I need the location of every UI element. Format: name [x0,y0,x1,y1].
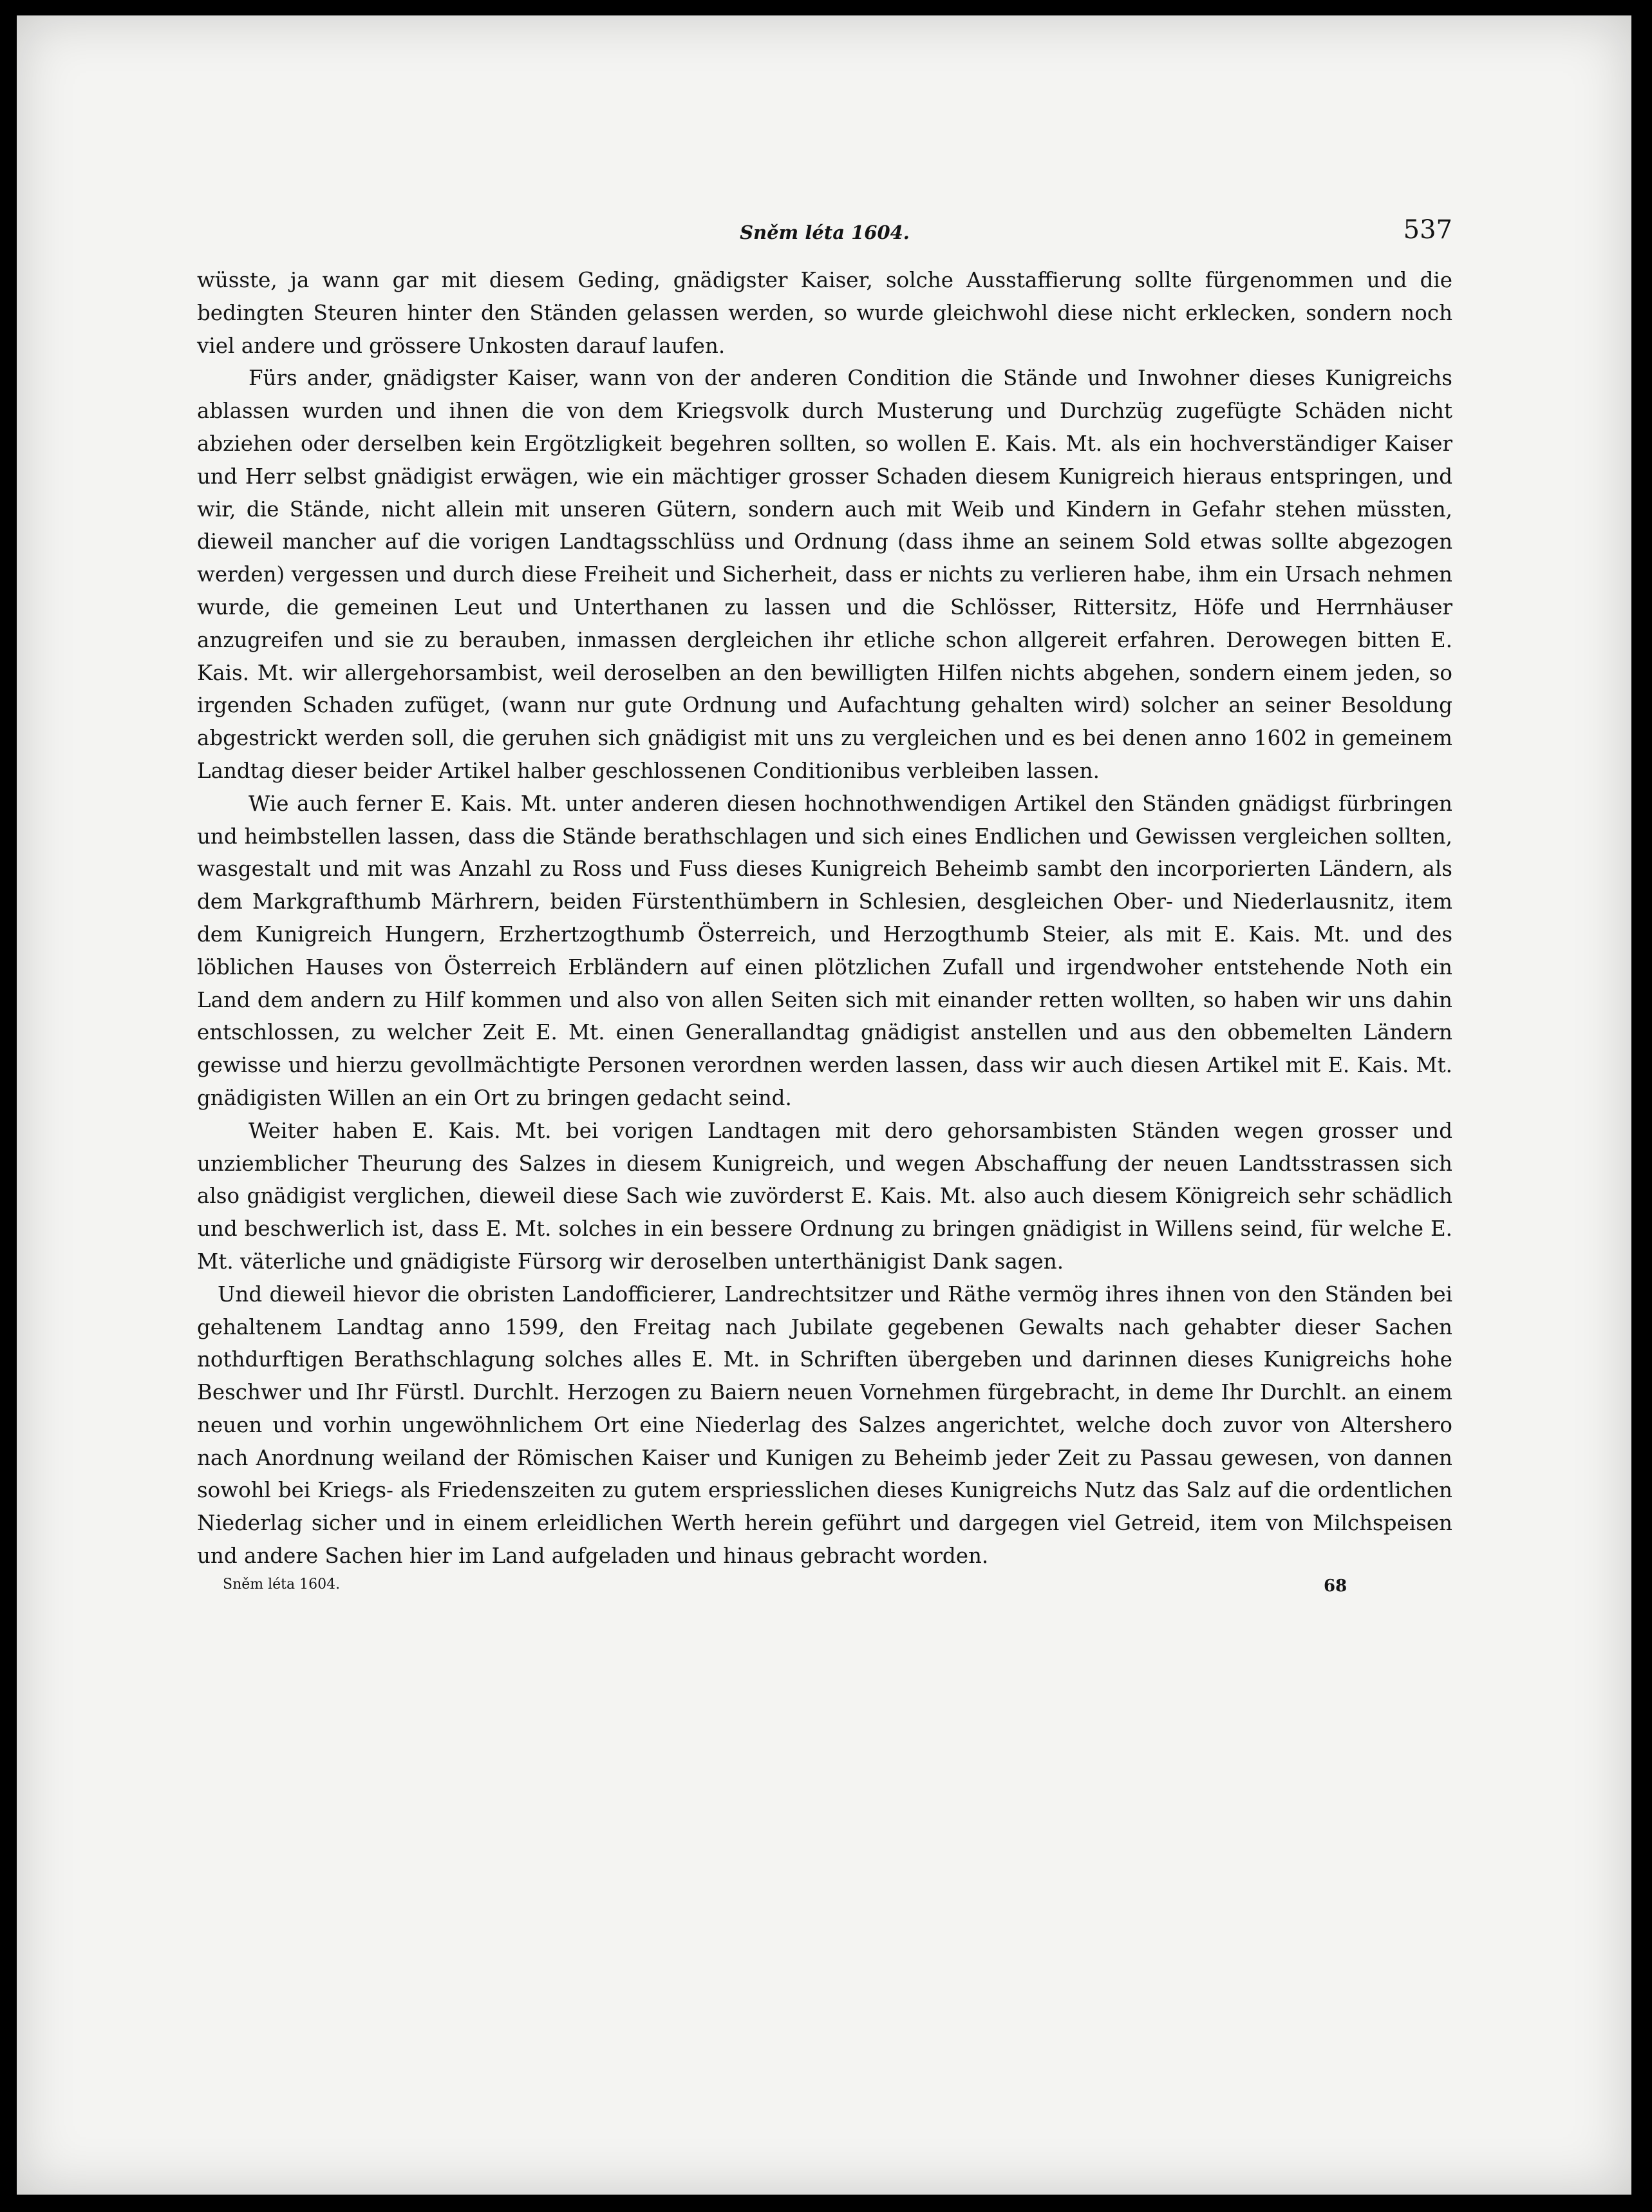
page-content [197,209,1452,1602]
page-number: 537 [1403,215,1452,245]
body-text [197,264,1452,1573]
footer-signature: Sněm léta 1604. [223,1576,341,1593]
paragraph-furs-ander: Fürs ander, gnädigster Kaiser, wann von der anderen Condition die Stände und Inwohner dieses Kunigreichs ablassen wurden und ihnen die von dem Kriegsvolk durch Musterung und Durchzüg zugefügte Schäden nicht abziehen oder derselben kein Ergötzligkeit begehren sollten, so wollen E. Kais. Mt. als ein hochverständiger Kaiser und Herr selbst gnädigist erwägen, wie ein mächtiger grosser Schaden diesem Kunigreich hieraus entspringen, und wir, die Stände, nicht allein mit unseren Gütern, sondern auch mit Weib und Kindern in Gefahr stehen müssten, dieweil mancher auf die vorigen Landtagsschlüss und Ordnung (dass ihme an seinem Sold etwas sollte abgezogen werden) vergessen und durch diese Freiheit und Sicherheit, dass er nichts zu verlieren habe, ihm ein Ursach nehmen wurde, die gemeinen Leut und Unterthanen zu lassen und die Schlösser, Rittersitz, Höfe und Herrnhäuser anzugreifen und sie zu berauben, inmassen dergleichen ihr etliche schon allgereit erfahren. Derowegen bitten E. Kais. Mt. wir allergehorsambist, weil deroselben an den bewilligten Hilfen nichts abgehen, sondern einem jeden, so irgenden Schaden zufüget, (wann nur gute Ordnung und Aufachtung gehalten wird) solcher an seiner Besoldung abgestrickt werden soll, die geruhen sich gnädigist mit uns zu vergleichen und es bei denen anno 1602 in gemeinem Landtag dieser beider Artikel halber geschlossenen Conditionibus verbleiben lassen. [197,366,1452,783]
paragraph-wie-auch-ferner: Wie auch ferner E. Kais. Mt. unter anderen diesen hochnothwendigen Artikel den Ständen gnädigst fürbringen und heimbstellen lassen, dass die Stände berathschlagen und sich eines Endlichen und Gewissen vergleichen sollten, wasgestalt und mit was Anzahl zu Ross und Fuss dieses Kunigreich Beheimb sambt den incorporierten Ländern, als dem Markgrafthumb Märhrern, beiden Fürstenthümbern in Schlesien, desgleichen Ober- und Niederlausnitz, item dem Kunigreich Hungern, Erzhertzogthumb Österreich, und Herzogthumb Steier, als mit E. Kais. Mt. und des löblichen Hauses von Österreich Erbländern auf einen plötzlichen Zufall und irgendwoher entstehende Noth ein Land dem andern zu Hilf kommen und also von allen Seiten sich mit einander retten wollten, so haben wir uns dahin entschlossen, zu welcher Zeit E. Mt. einen Generallandtag gnädigist anstellen und aus den obbemelten Ländern gewisse und hierzu gevollmächtigte Personen verordnen werden lassen, dass wir auch diesen Artikel mit E. Kais. Mt. gnädigisten Willen an ein Ort zu bringen gedacht seind. [197,791,1452,1110]
running-head-title: Sněm léta 1604. [740,222,910,243]
scanned-page [17,15,1631,2195]
paragraph-weiter-haben: Weiter haben E. Kais. Mt. bei vorigen Landtagen mit dero gehorsambisten Ständen wegen grosser und unziemblicher Theurung des Salzes in diesem Kunigreich, und wegen Abschaffung der neuen Landtsstrassen sich also gnädigist verglichen, dieweil diese Sach wie zuvörderst E. Kais. Mt. also auch diesem Königreich sehr schädlich und beschwerlich ist, dass E. Mt. solches in ein bessere Ordnung zu bringen gnädigist in Willens seind, für welche E. Mt. väterliche und gnädigiste Fürsorg wir deroselben unterthänigist Dank sagen. [197,1118,1452,1274]
paragraph-und-dieweil: Und dieweil hievor die obristen Landofficierer, Landrechtsitzer und Räthe vermög ihres ihnen von den Ständen bei gehaltenem Landtag anno 1599, den Freitag nach Jubilate gegebenen Gewalts nach gehabter dieser Sachen nothdurftigen Berathschlagung solches alles E. Mt. in Schriften übergeben und darinnen dieses Kunigreichs hohe Beschwer und Ihr Fürstl. Durchlt. Herzogen zu Baiern neuen Vornehmen fürgebracht, in deme Ihr Durchlt. an einem neuen und vorhin ungewöhnlichem Ort eine Niederlag des Salzes angerichtet, welche doch zuvor von Altershero nach Anordnung weiland der Römischen Kaiser und Kunigen zu Beheimb jeder Zeit zu Passau gewesen, von dannen sowohl bei Kriegs- als Friedenszeiten zu gutem erspriesslichen dieses Kunigreichs Nutz das Salz auf die ordentlichen Niederlag sicher und in einem erleidlichen Werth herein geführt und dargegen viel Getreid, item von Milchspeisen und andere Sachen hier im Land aufgeladen und hinaus gebracht worden. [197,1281,1452,1569]
footer-sheet-number: 68 [1324,1576,1347,1596]
page-footer [197,1576,1452,1602]
paragraph-continuation: wüsste, ja wann gar mit diesem Geding, gnädigster Kaiser, solche Ausstaffierung sollte fürgenommen und die bedingten Steuren hinter den Ständen gelassen werden, so wurde gleichwohl diese nicht erklecken, sondern noch viel andere und grössere Unkosten darauf laufen. [197,268,1452,358]
running-head [197,209,1452,254]
